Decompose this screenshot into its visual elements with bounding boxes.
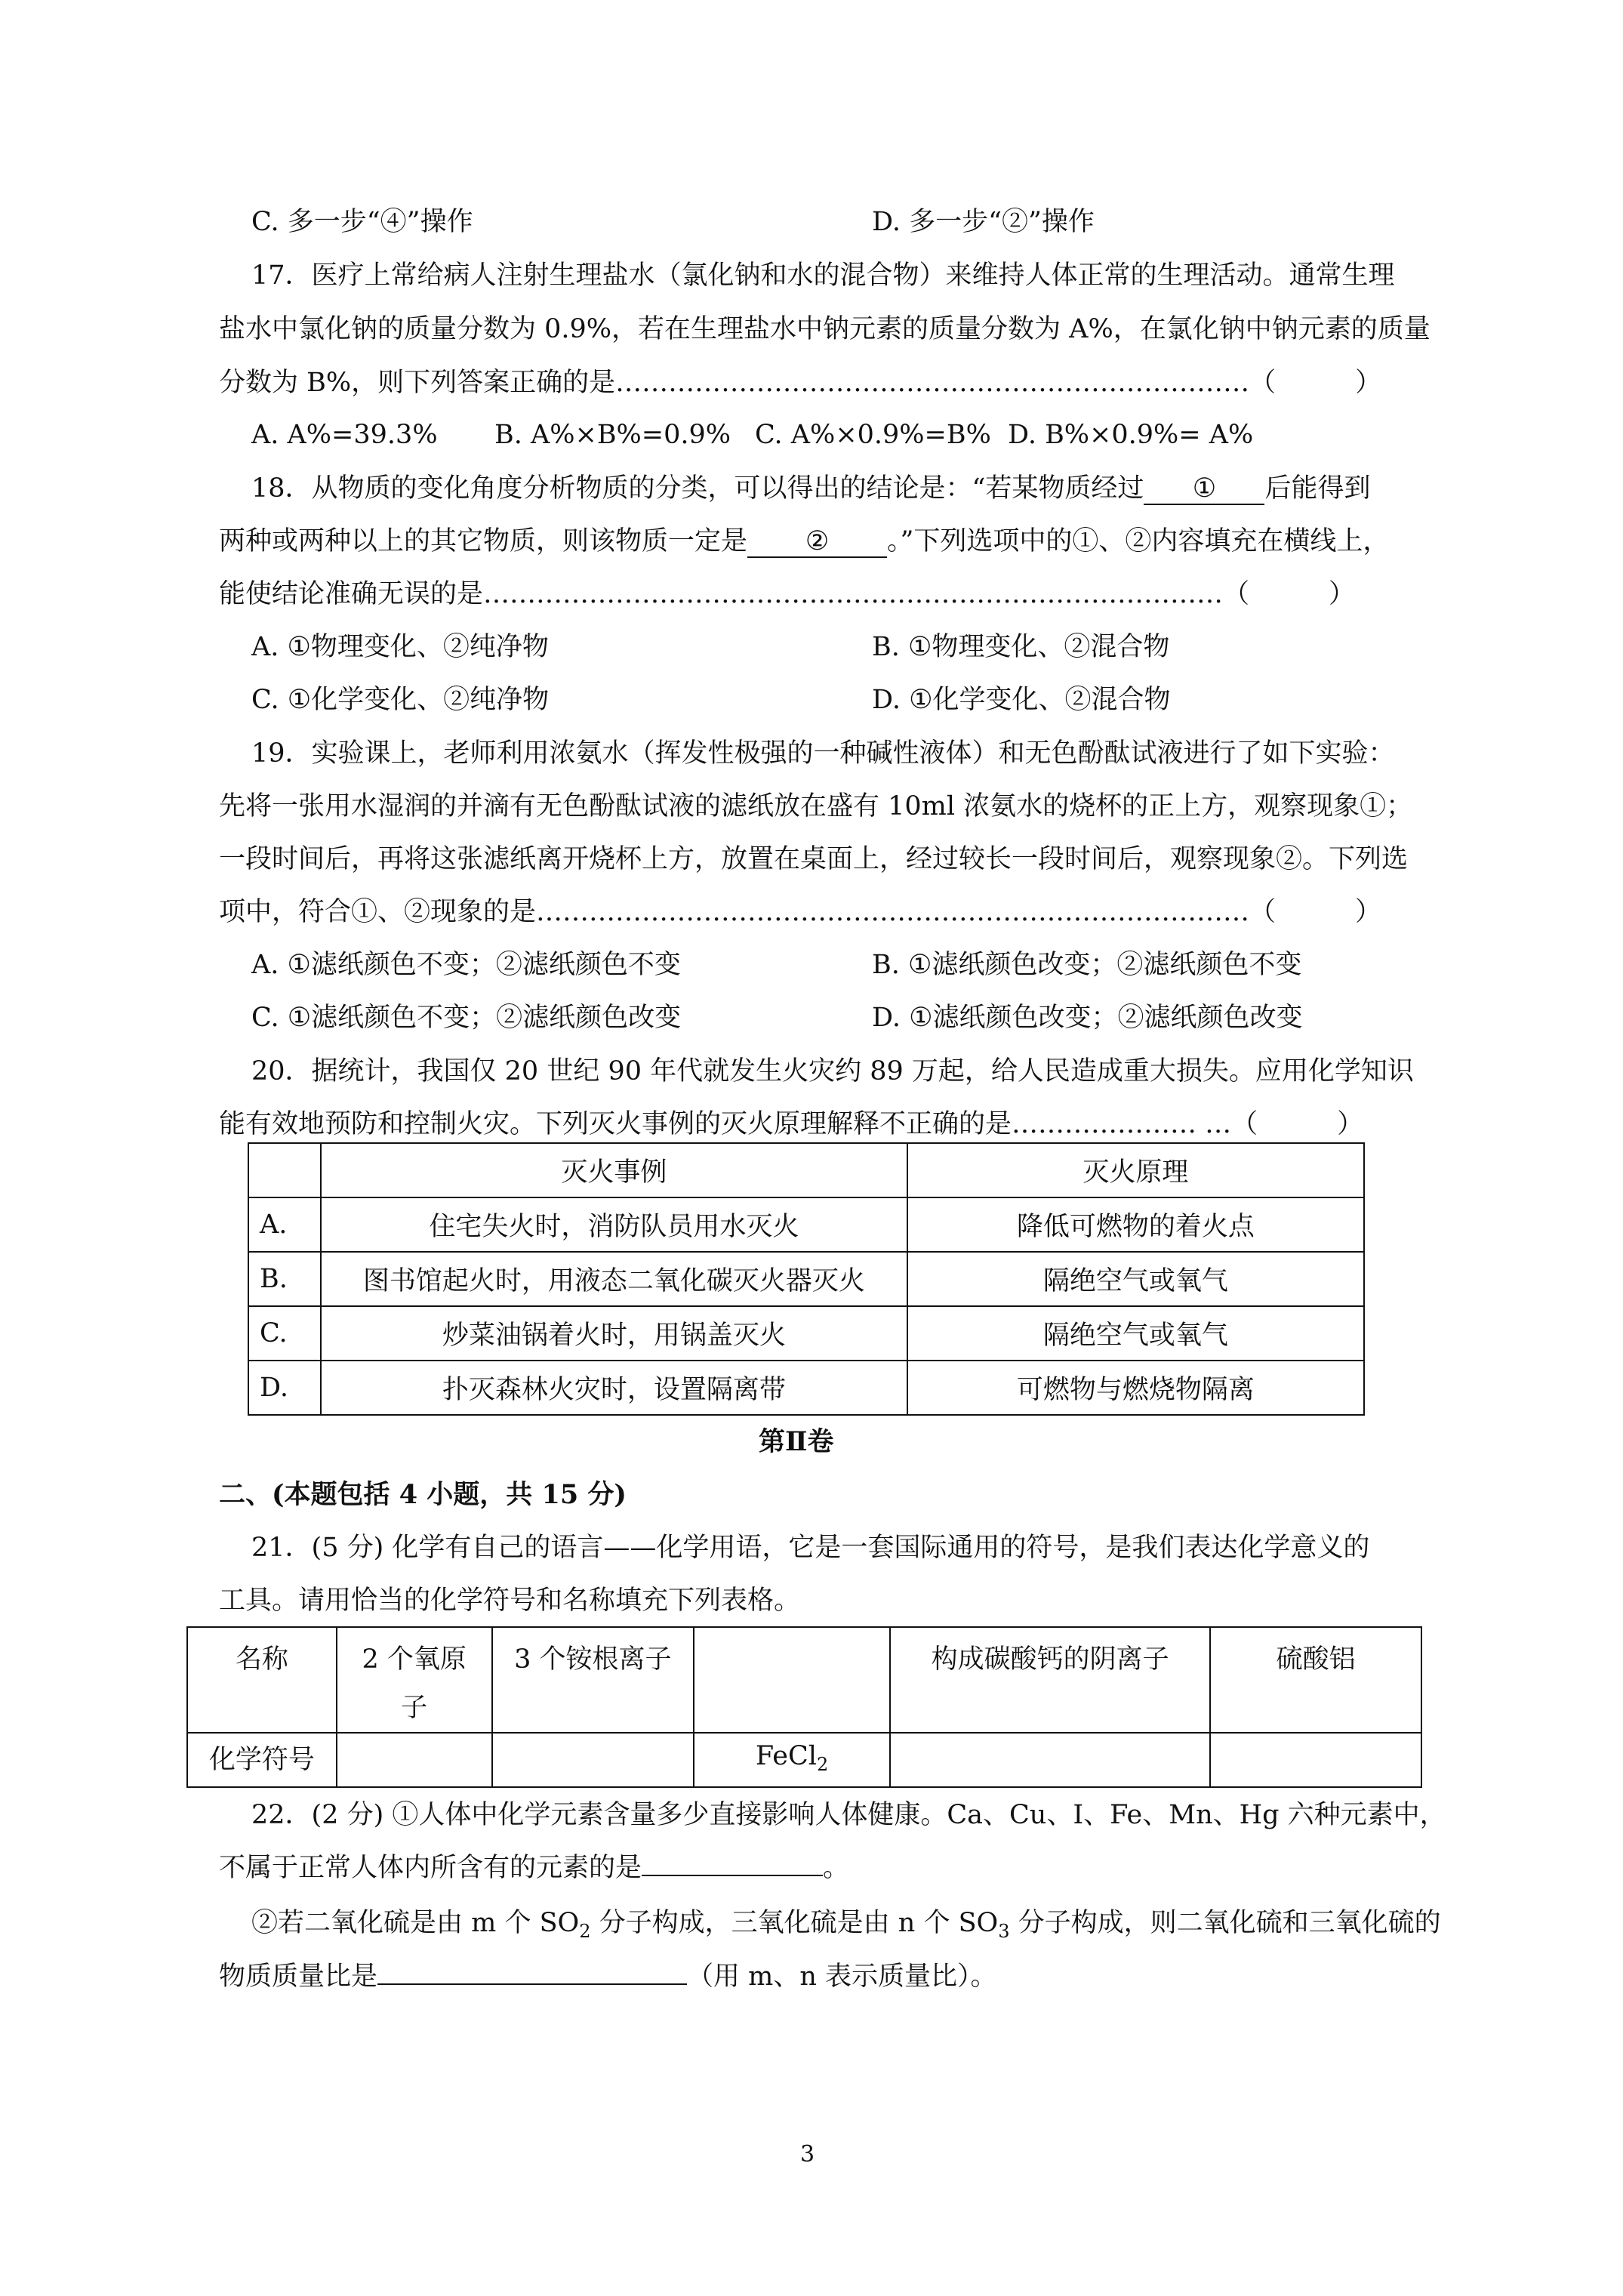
chem-table-cell bbox=[492, 1733, 694, 1787]
fire-table-cell: 炒菜油锅着火时，用锅盖灭火 bbox=[321, 1306, 907, 1361]
q20-text-line2: 能有效地预防和控制火灾。下列灭火事例的灭火原理解释不正确的是………………… …（ ） bbox=[219, 1109, 1364, 1139]
q22-blank-2 bbox=[377, 1983, 687, 1985]
fire-table-header-cell: 灭火事例 bbox=[321, 1143, 907, 1197]
q22-text-line1: 22．(2 分) ①人体中化学元素含量多少直接影响人体健康。Ca、Cu、I、Fe、Mn、Hg 六种元素中， bbox=[251, 1800, 1446, 1830]
fire-table-cell: 隔绝空气或氧气 bbox=[907, 1306, 1364, 1361]
chem-table-cell bbox=[1210, 1733, 1421, 1787]
chem-table-cell: 构成碳酸钙的阴离子 bbox=[890, 1627, 1210, 1733]
fire-table-cell: 可燃物与燃烧物隔离 bbox=[907, 1361, 1364, 1415]
so2-subscript: 2 bbox=[579, 1921, 591, 1942]
fire-table-cell: 住宅失火时，消防队员用水灭火 bbox=[321, 1197, 907, 1252]
q19-text-line3: 一段时间后，再将这张滤纸离开烧杯上方，放置在桌面上，经过较长一段时间后，观察现象②。下列选 bbox=[219, 844, 1409, 874]
chem-table-cell: 3 个铵根离子 bbox=[492, 1627, 694, 1733]
chem-table-cell: 硫酸铝 bbox=[1210, 1627, 1421, 1733]
q16-option-d: D. 多一步“②”操作 bbox=[872, 207, 1095, 237]
q18-line1-post: 后能得到 bbox=[1264, 473, 1371, 504]
chem-table-cell: 化学符号 bbox=[187, 1733, 337, 1787]
q17-text-line1: 17．医疗上常给病人注射生理盐水（氯化钠和水的混合物）来维持人体正常的生理活动。通常生理 bbox=[251, 260, 1395, 291]
fire-table-cell: 扑灭森林火灾时，设置隔离带 bbox=[321, 1361, 907, 1415]
q18-text-line3: 能使结论准确无误的是…………………………………………………………………………（ ） bbox=[219, 579, 1356, 609]
table-row bbox=[187, 1627, 1421, 1733]
q22-line3-a: ②若二氧化硫是由 m 个 SO bbox=[251, 1908, 580, 1938]
q22-line4-post: （用 m、n 表示质量比）。 bbox=[687, 1962, 997, 1992]
chem-table-cell bbox=[337, 1733, 492, 1787]
q19-option-a: A. ①滤纸颜色不变；②滤纸颜色不变 bbox=[251, 950, 681, 980]
fire-table-cell: C. bbox=[248, 1306, 321, 1361]
q18-blank-1: ① bbox=[1144, 473, 1264, 505]
q18-text-line1 bbox=[251, 471, 1370, 506]
so3-subscript: 3 bbox=[998, 1921, 1010, 1942]
table-row bbox=[248, 1252, 1364, 1306]
q19-option-b: B. ①滤纸颜色改变；②滤纸颜色不变 bbox=[872, 950, 1302, 980]
q19-option-c: C. ①滤纸颜色不变；②滤纸颜色改变 bbox=[251, 1003, 682, 1033]
q22-line2-post: 。 bbox=[823, 1853, 850, 1883]
chem-table-cell: 名称 bbox=[187, 1627, 337, 1733]
q22-text-line2 bbox=[219, 1851, 849, 1885]
q19-text-line1: 19．实验课上，老师利用浓氨水（挥发性极强的一种碱性液体）和无色酚酞试液进行了如下实验： bbox=[251, 738, 1395, 769]
fire-table-cell: 隔绝空气或氧气 bbox=[907, 1252, 1364, 1306]
fire-table-cell: B. bbox=[248, 1252, 321, 1306]
fire-table-header-cell bbox=[248, 1143, 321, 1197]
q17-option-c: C. A%×0.9%=B% bbox=[755, 420, 991, 450]
q22-line2-pre: 不属于正常人体内所含有的元素的是 bbox=[219, 1853, 642, 1883]
q22-line4-pre: 物质质量比是 bbox=[219, 1962, 378, 1992]
fire-table-cell: 降低可燃物的着火点 bbox=[907, 1197, 1364, 1252]
q22-text-line4 bbox=[219, 1959, 997, 1994]
q19-option-d: D. ①滤纸颜色改变；②滤纸颜色改变 bbox=[872, 1003, 1303, 1033]
fire-table-header bbox=[248, 1143, 1364, 1197]
q18-line1-pre: 18．从物质的变化角度分析物质的分类，可以得出的结论是：“若某物质经过 bbox=[251, 473, 1144, 504]
q18-blank-2: ② bbox=[747, 526, 887, 558]
q22-line3-b: 分子构成，三氧化硫是由 n 个 SO bbox=[590, 1908, 999, 1938]
part2-title: 第Ⅱ卷 bbox=[759, 1426, 834, 1457]
chem-symbol-table bbox=[186, 1626, 1422, 1788]
q18-option-a: A. ①物理变化、②纯净物 bbox=[251, 632, 549, 662]
fire-table-cell: A. bbox=[248, 1197, 321, 1252]
fire-table-header-cell: 灭火原理 bbox=[907, 1143, 1364, 1197]
q17-text-line3: 分数为 B%，则下列答案正确的是………………………………………………………………（ ） bbox=[219, 368, 1382, 398]
chem-table-cell-fecl2 bbox=[694, 1733, 890, 1787]
q18-line2-pre: 两种或两种以上的其它物质，则该物质一定是 bbox=[219, 526, 748, 556]
q19-text-line2: 先将一张用水湿润的并滴有无色酚酞试液的滤纸放在盛有 10ml 浓氨水的烧杯的正上方，观察现象①； bbox=[219, 791, 1413, 821]
table-row bbox=[248, 1361, 1364, 1415]
q19-text-line4: 项中，符合①、②现象的是………………………………………………………………………（ ） bbox=[219, 897, 1382, 927]
q21-text-line1: 21．(5 分) 化学有自己的语言——化学用语，它是一套国际通用的符号，是我们表达化学意义的 bbox=[251, 1533, 1370, 1563]
q16-option-c: C. 多一步“④”操作 bbox=[251, 207, 473, 237]
fecl-base: FeCl bbox=[755, 1740, 817, 1771]
q18-line2-post: 。”下列选项中的①、②内容填充在横线上， bbox=[887, 526, 1390, 556]
q17-option-b: B. A%×B%=0.9% bbox=[494, 420, 731, 450]
q20-text-line1: 20．据统计，我国仅 20 世纪 90 年代就发生火灾约 89 万起，给人民造成重大损失。应用化学知识 bbox=[251, 1056, 1414, 1086]
q17-option-d: D. B%×0.9%= A% bbox=[1008, 420, 1254, 450]
table-row bbox=[248, 1197, 1364, 1252]
fire-table-cell: D. bbox=[248, 1361, 321, 1415]
q21-text-line2: 工具。请用恰当的化学符号和名称填充下列表格。 bbox=[219, 1586, 801, 1616]
q18-option-b: B. ①物理变化、②混合物 bbox=[872, 632, 1170, 662]
q18-text-line2 bbox=[219, 524, 1389, 559]
table-row bbox=[248, 1306, 1364, 1361]
q17-text-line2: 盐水中氯化钠的质量分数为 0.9%，若在生理盐水中钠元素的质量分数为 A%，在氯化钠中钠元素的质量 bbox=[219, 314, 1431, 344]
q17-option-a: A. A%=39.3% bbox=[251, 420, 438, 450]
fire-table bbox=[248, 1142, 1365, 1416]
table-row bbox=[187, 1733, 1421, 1787]
fecl-subscript: 2 bbox=[816, 1753, 829, 1775]
q22-line3-c: 分子构成，则二氧化硫和三氧化硫的 bbox=[1009, 1908, 1441, 1938]
chem-table-cell: 2 个氧原子 bbox=[337, 1627, 492, 1733]
chem-table-cell bbox=[694, 1627, 890, 1733]
chem-table-cell bbox=[890, 1733, 1210, 1787]
fire-table-cell: 图书馆起火时，用液态二氧化碳灭火器灭火 bbox=[321, 1252, 907, 1306]
q22-blank-1 bbox=[642, 1875, 823, 1876]
page-number: 3 bbox=[800, 2141, 815, 2168]
q18-option-c: C. ①化学变化、②纯净物 bbox=[251, 685, 550, 715]
section-heading: 二、(本题包括 4 小题，共 15 分) bbox=[219, 1479, 627, 1510]
q22-text-line3 bbox=[251, 1906, 1441, 1949]
q18-option-d: D. ①化学变化、②混合物 bbox=[872, 685, 1171, 715]
